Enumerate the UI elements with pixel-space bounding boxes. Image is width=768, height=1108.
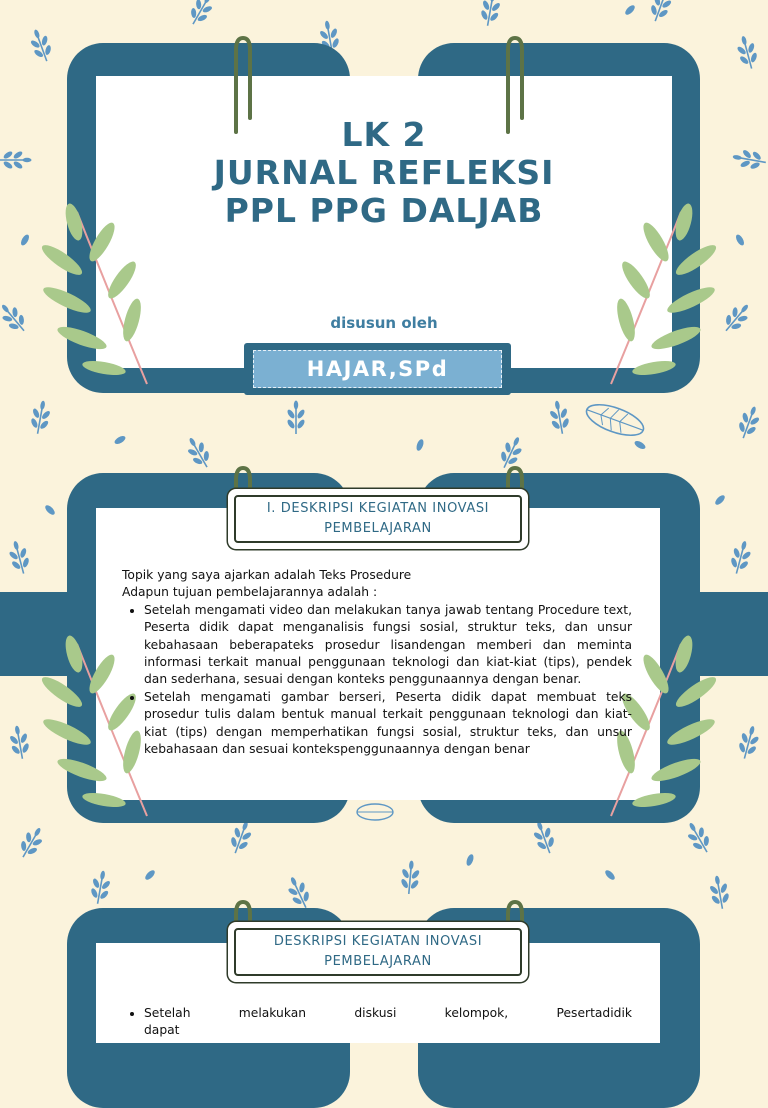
author-name: HAJAR,SPd (253, 350, 502, 388)
list-item-text: Setelah melakukan diskusi kelompok, Pesertadidik dapat (144, 1006, 632, 1038)
title-line-2: JURNAL REFLEKSI (213, 152, 555, 192)
intro-line-1: Topik yang saya ajarkan adalah Teks Prosedure (122, 568, 412, 582)
slide1-title (96, 116, 672, 230)
slide2-body (122, 567, 632, 758)
author-tag (244, 343, 511, 395)
section-heading-1-text: I. DESKRIPSI KEGIATAN INOVASI PEMBELAJARAN (234, 495, 522, 543)
title-line-3: PPL PPG DALJAB (224, 190, 544, 230)
byline: disusun oleh (330, 314, 438, 332)
slide3-body (122, 1005, 632, 1040)
intro-line-2: Adapun tujuan pembelajarannya adalah : (122, 585, 378, 600)
leaf-branch-icon (606, 200, 726, 388)
leaf-branch-icon (32, 200, 152, 388)
list-item: • Setelah mengamati video dan melakukan tanya jawab tentang Procedure text, Peserta didik dapat menganalisis fungsi sosial, struktur teks, dan unsur kebahasaan beberapateks prosedur lisandengan memberi dan meminta informasi terkait manual penggunaan teknologi dan kiat-kiat (tips), pendek dan sederhana, sesuai dengan konteks penggunaannya dengan benar. (144, 602, 632, 689)
section-heading-2 (228, 922, 528, 982)
slide3-list (122, 1005, 632, 1040)
list-item (144, 1005, 632, 1040)
section-heading-1 (228, 489, 528, 549)
objectives-list (122, 602, 632, 759)
title-line-1: LK 2 (341, 115, 427, 154)
section-heading-2-text: DESKRIPSI KEGIATAN INOVASI PEMBELAJARAN (234, 928, 522, 976)
list-item: • Setelah mengamati gambar berseri, Peserta didik dapat membuat teks prosedur tulis dalam bentuk manual terkait penggunaan teknologi dan kiat-kiat (tips) dengan memperhatikan fungsi sosial, struktur teks, dan unsur kebahasaan dan sesuai kontekspenggunaannya dengan benar (144, 689, 632, 759)
